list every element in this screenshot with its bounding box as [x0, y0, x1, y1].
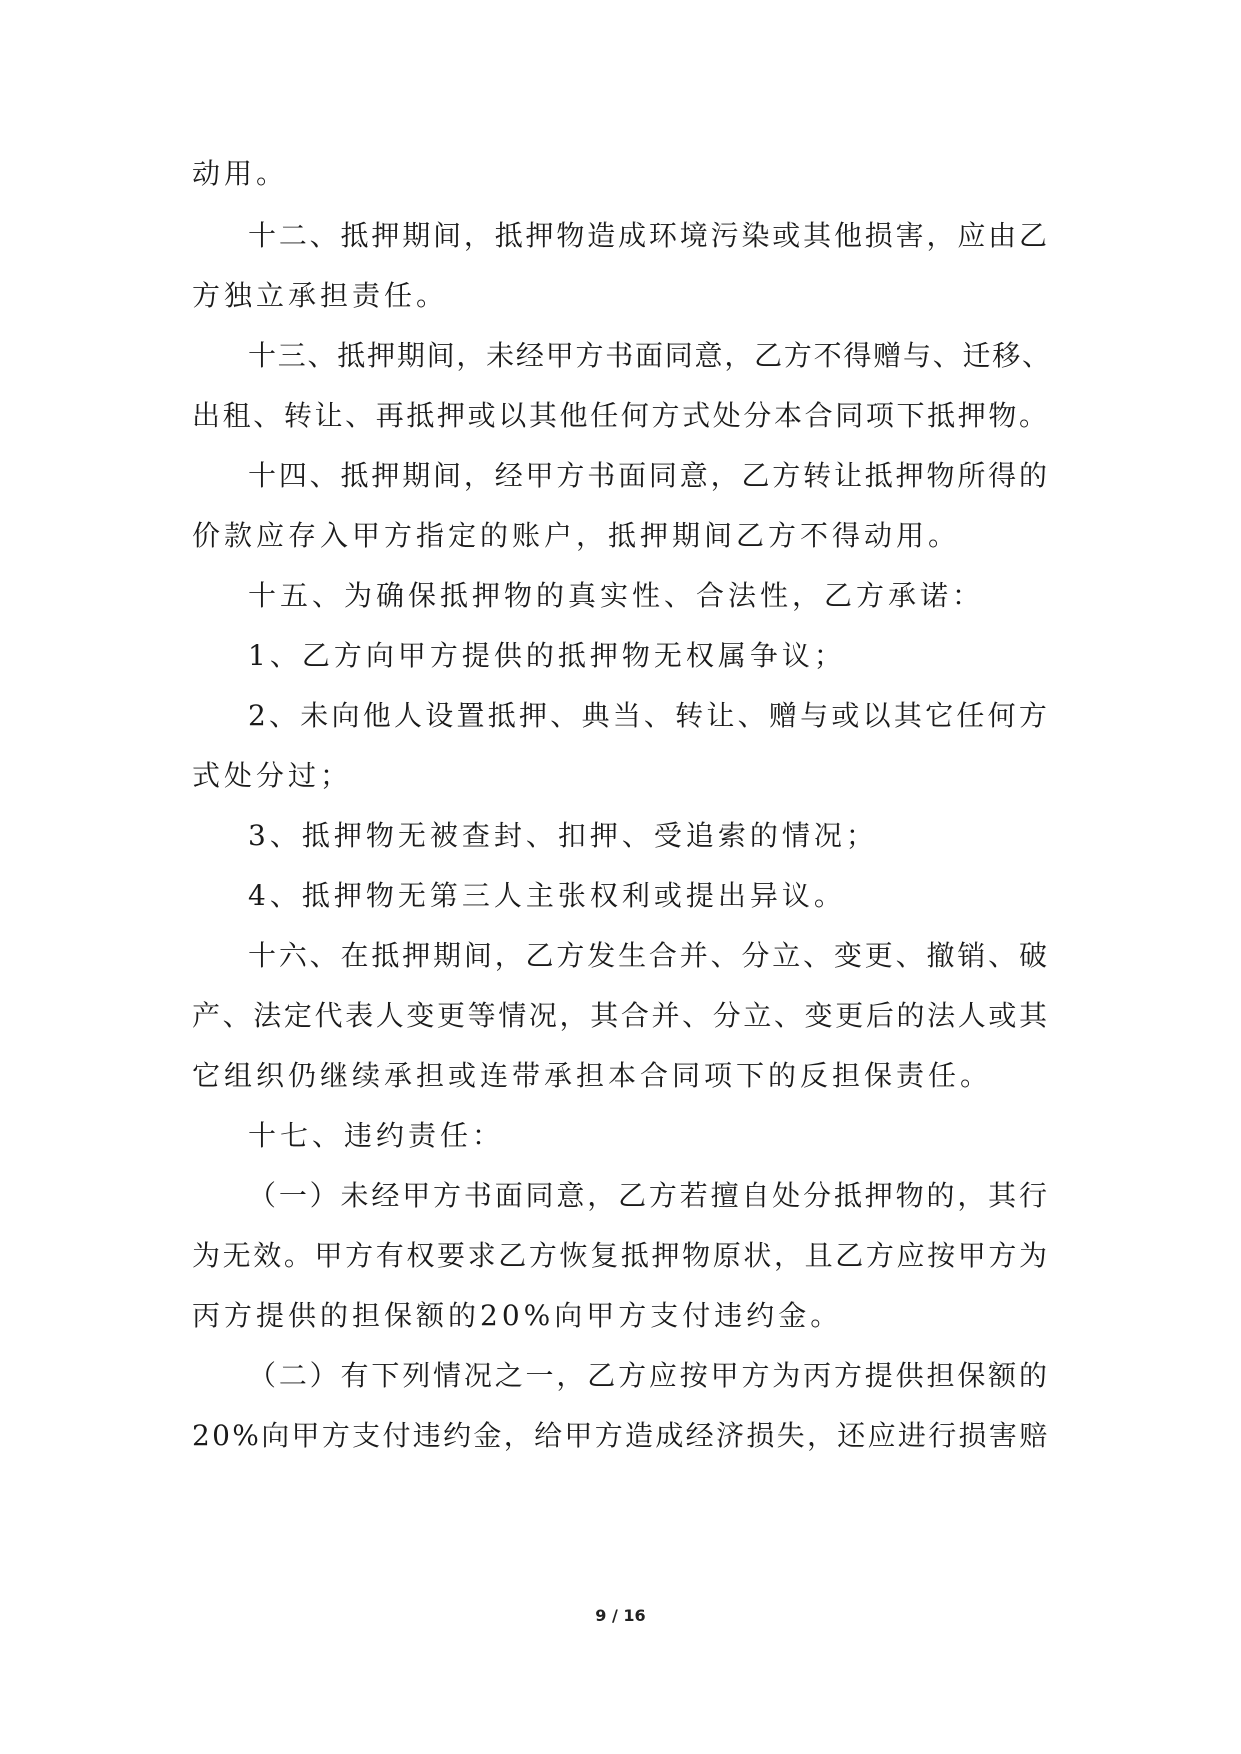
text-line-8: 十五、为确保抵押物的真实性、合法性，乙方承诺： [248, 579, 985, 612]
text-line-21: （二）有下列情况之一，乙方应按甲方为丙方提供担保额的 [248, 1359, 1050, 1392]
page-number: 9 / 16 [595, 1606, 646, 1625]
text-line-15: 产、法定代表人变更等情况，其合并、分立、变更后的法人或其 [192, 999, 1050, 1032]
text-line-11: 式处分过； [192, 759, 353, 792]
text-line-2: 十二、抵押期间，抵押物造成环境污染或其他损害，应由乙 [248, 219, 1050, 252]
text-line-14: 十六、在抵押期间，乙方发生合并、分立、变更、撤销、破 [248, 939, 1050, 972]
text-line-13: 4、抵押物无第三人主张权利或提出异议。 [248, 879, 846, 912]
text-line-7: 价款应存入甲方指定的账户，抵押期间乙方不得动用。 [192, 519, 961, 552]
text-line-3: 方独立承担责任。 [192, 279, 449, 312]
text-line-12: 3、抵押物无被查封、扣押、受追索的情况； [248, 819, 878, 852]
text-line-6: 十四、抵押期间，经甲方书面同意，乙方转让抵押物所得的 [248, 459, 1050, 492]
text-line-20: 丙方提供的担保额的20%向甲方支付违约金。 [192, 1299, 843, 1332]
text-line-19: 为无效。甲方有权要求乙方恢复抵押物原状，且乙方应按甲方为 [192, 1239, 1050, 1272]
text-line-10: 2、未向他人设置抵押、典当、转让、赠与或以其它任何方 [248, 699, 1051, 732]
text-line-17: 十七、违约责任： [248, 1119, 505, 1152]
text-line-1: 动用。 [192, 157, 289, 190]
text-line-5: 出租、转让、再抵押或以其他任何方式处分本合同项下抵押物。 [192, 399, 1050, 432]
text-line-18: （一）未经甲方书面同意，乙方若擅自处分抵押物的，其行 [248, 1179, 1050, 1212]
text-line-9: 1、乙方向甲方提供的抵押物无权属争议； [248, 639, 846, 672]
text-line-16: 它组织仍继续承担或连带承担本合同项下的反担保责任。 [192, 1059, 993, 1092]
text-line-22: 20%向甲方支付违约金，给甲方造成经济损失，还应进行损害赔 [192, 1419, 1050, 1452]
text-line-4: 十三、抵押期间，未经甲方书面同意，乙方不得赠与、迁移、 [248, 339, 1052, 372]
